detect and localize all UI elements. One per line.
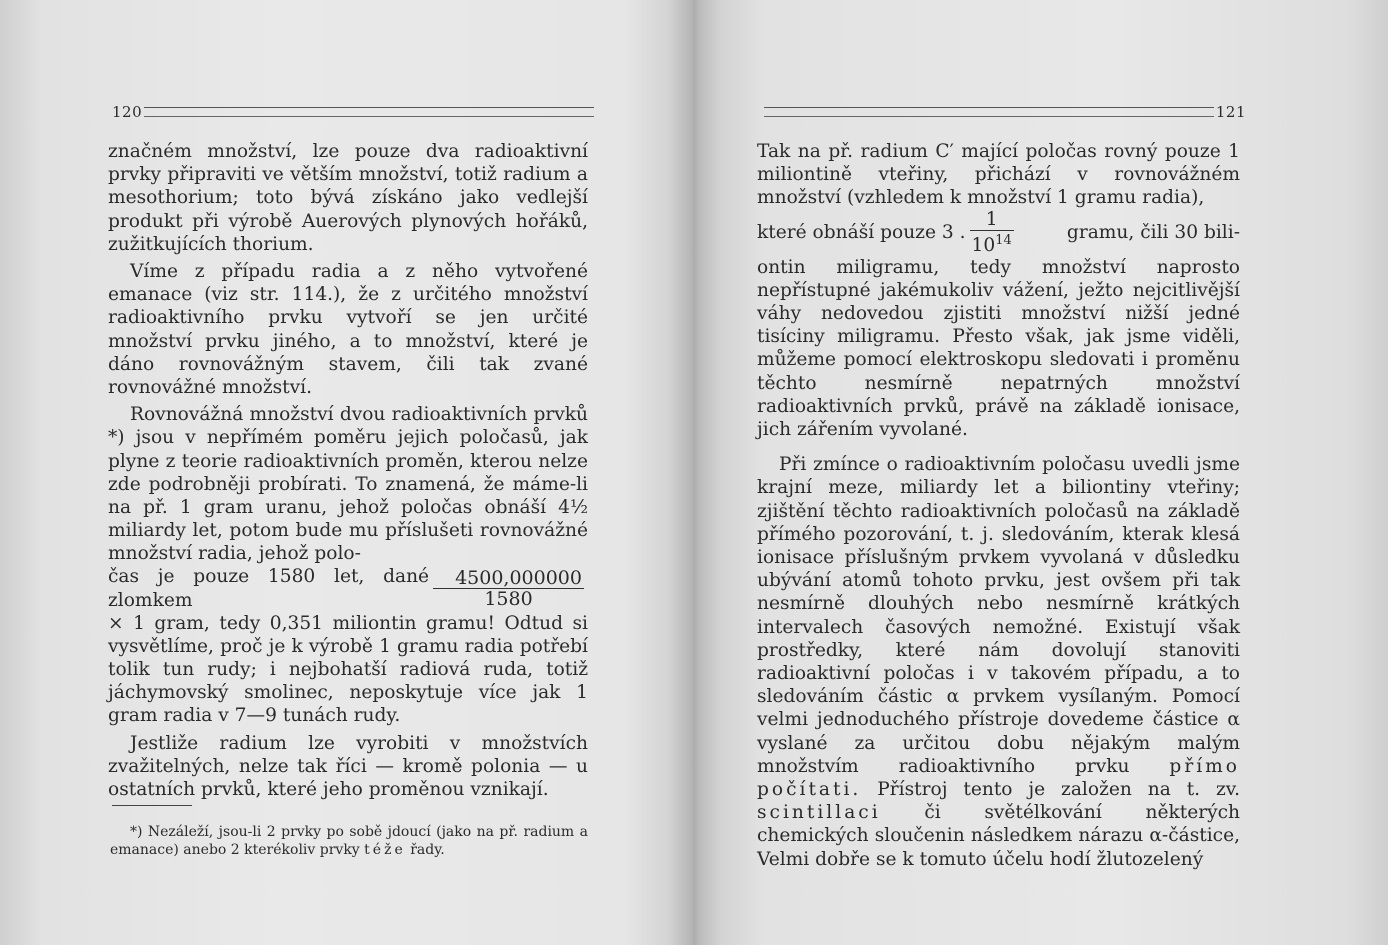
right-formula-numerator: 1 (985, 208, 998, 230)
left-paragraph-4: × 1 gram, tedy 0,351 miliontin gramu! Odtud si vysvětlíme, proč je k výrobě 1 gramu radia potřebí tolik tun rudy; i nejbohatší radiová ruda, totiž jáchymovský smolinec, neposkytuje více jak 1 gram radia v 7—9 tunách rudy. (108, 612, 588, 727)
left-formula-fraction (433, 568, 584, 609)
footnote-main: *) Nezáleží, jsou-li 2 prvky po sobě jdoucí (jako na př. radium a emanace) anebo 2 kterékoliv prvky (110, 824, 588, 858)
right-formula-denominator: 10 (971, 234, 996, 256)
right-paragraph-2-part3: či světélkování některých chemických sloučenin následkem nárazu α-částice, Velmi dobře se k tomuto účelu hodí žlutozelený (757, 802, 1240, 870)
left-body-text (108, 140, 588, 805)
left-header-rule (144, 107, 594, 117)
right-paragraph-2-part2: Přístroj tento je založen na t. zv. (877, 779, 1240, 801)
footnote-spaced: téže (364, 842, 406, 858)
right-formula-fraction (970, 210, 1014, 256)
right-paragraph-1a: Tak na př. radium C′ mající poločas rovný pouze 1 miliontině vteřiny, přichází v rovnovážném množství (vzhledem k množství 1 gramu radia), (757, 141, 1240, 209)
right-body-text (757, 140, 1240, 875)
right-running-head (762, 100, 1246, 124)
right-formula-suffix: gramu, čili 30 bili- (1066, 222, 1240, 243)
right-paragraph-2-spaced1: přímo počítati. (757, 755, 1240, 801)
right-formula-denominator-wrap (970, 231, 1014, 256)
right-page-number: 121 (1215, 103, 1246, 121)
right-formula-prefix: které obnáší pouze 3 . (757, 222, 966, 243)
left-running-head (112, 100, 596, 124)
left-footnote (110, 823, 588, 859)
left-page-number: 120 (112, 103, 143, 121)
left-paragraph-1: značném množství, lze pouze dva radioaktivní prvky připraviti ve větším množství, totiž radium a mesothorium; toto bývá získáno jako vedlejší produkt při výrobě Auerových plynových hořáků, zužitkujících thorium. (108, 141, 588, 255)
left-formula-denominator: 1580 (484, 588, 533, 611)
right-header-rule (764, 107, 1214, 117)
left-formula-line (108, 566, 588, 612)
right-page (694, 0, 1388, 945)
footnote-end: řady. (410, 842, 445, 858)
left-paragraph-5: Jestliže radium lze vyrobiti v množstvích zvažitelných, nelze tak říci — kromě polonia — u ostatních prvků, které jeho proměnou vznikají. (108, 732, 588, 801)
right-paragraph-2-part1: Při zmínce o radioaktivním poločasu uvedli jsme krajní meze, miliardy let a biliontiny vteřiny; zjištění těchto radioaktivních poločasů na základě přímého pozorování, t. j. sledováním, kterak klesá ionisace příslušným prvkem vyvolaná v důsledku ubývání atomů tohoto prvku, jest ovšem při tak nesmírně dlouhých nebo nesmírně krátkých intervalech časových nemožné. Existují však prostředky, které nám dovolují stanoviti radioaktivní poločas i v takovém případu, a to sledováním částic α prvkem vysílaným. Pomocí velmi jednoduchého přístroje dovedeme částice α vyslané za určitou dobu nějakým malým množstvím radioaktivního prvku (757, 454, 1240, 777)
right-formula-line (757, 210, 1240, 256)
left-paragraph-2: Víme z případu radia a z něho vytvořené emanace (viz str. 114.), že z určitého množství radioaktivního prvku vytvoří se jen určité množství prvku jiného, a to množství, které je dáno rovnovážným stavem, čili tak zvané rovnovážné množství. (108, 261, 588, 399)
left-paragraph-3: Rovnovážná množství dvou radioaktivních prvků *) jsou v nepřímém poměru jejich poločasů, jak plyne z teorie radioaktivních proměn, kterou nelze zde podrobněji probírati. To znamená, že máme-li na př. 1 gram uranu, jehož poločas obnáší 4½ miliardy let, potom bude mu příslušeti rovnovážné množství radia, jehož polo- (108, 404, 588, 565)
right-paragraph-2 (757, 453, 1240, 871)
right-paragraph-1b: ontin miligramu, tedy množství naprosto nepřístupné jakémukoliv vážení, ježto nejcitlivější váhy nedovedou zjistiti množství nižší jedné tisíciny miligramu. Přesto však, jak jsme viděli, můžeme pomocí elektroskopu sledovati i proměnu těchto nesmírně nepatrných množství radioaktivních prvků, právě na základě ionisace, jich zářením vyvolané. (757, 256, 1240, 441)
left-formula-prefix: čas je pouze 1580 let, dané zlomkem (108, 566, 430, 611)
left-formula-numerator: 4500,000000 (455, 567, 582, 590)
right-formula-exponent: 14 (995, 232, 1012, 248)
right-paragraph-2-spaced2: scintillaci (757, 802, 881, 824)
footnote-rule (112, 805, 192, 806)
